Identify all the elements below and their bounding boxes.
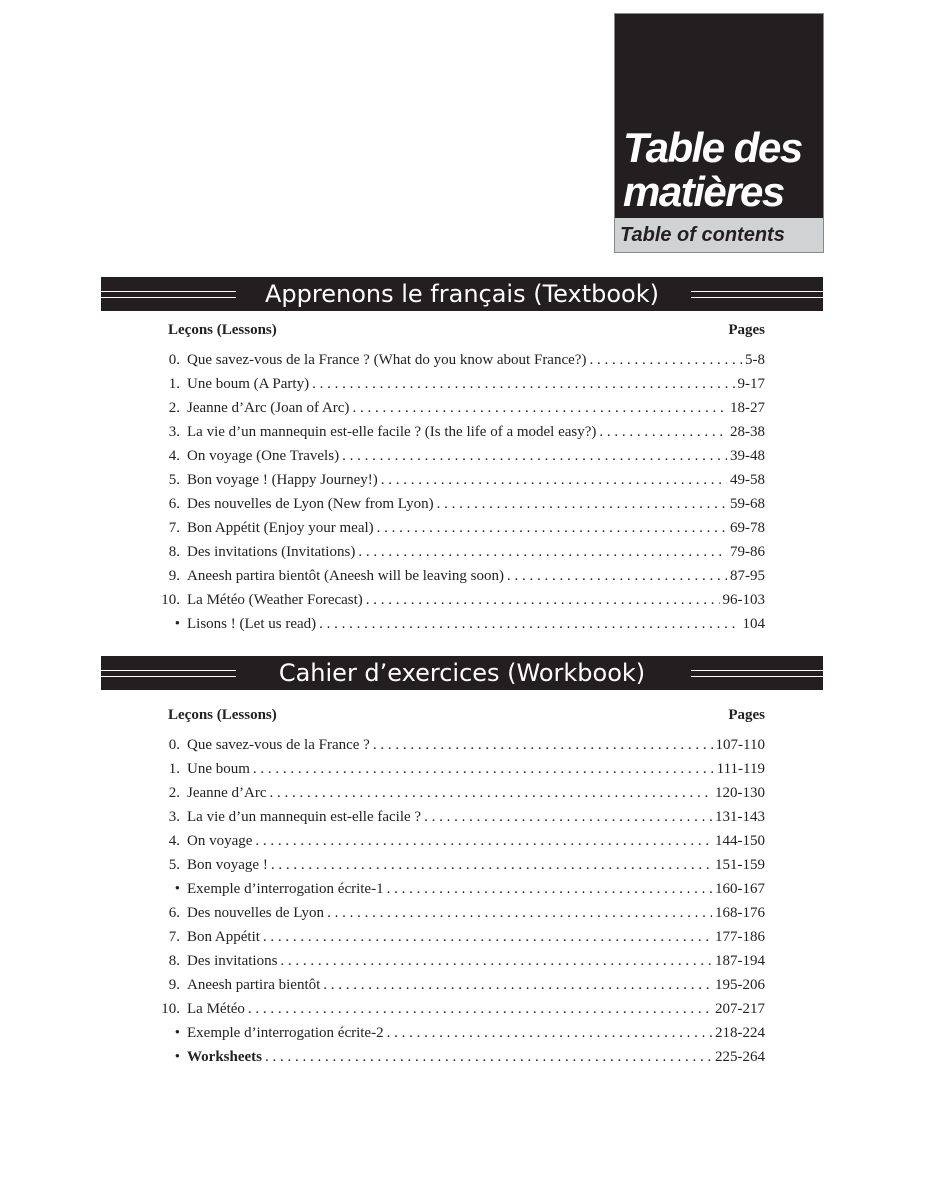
lesson-number: 7. xyxy=(168,520,180,536)
section-heading: Cahier d’exercices (Workbook) xyxy=(273,659,651,687)
page-range: 59-68 xyxy=(730,496,765,512)
lesson-title: On voyage xyxy=(187,833,253,849)
lesson-title: Des nouvelles de Lyon xyxy=(187,905,325,921)
dot-leader xyxy=(352,400,727,417)
lesson-title: Des invitations (Invitations) xyxy=(187,544,356,560)
page-range: 39-48 xyxy=(730,448,765,464)
lesson-title: Bon voyage ! xyxy=(187,857,268,873)
lesson-title: La Météo (Weather Forecast) xyxy=(187,592,363,608)
section-banner xyxy=(101,656,823,690)
lesson-entry xyxy=(150,352,765,376)
dot-leader xyxy=(424,809,712,826)
page-range: 28-38 xyxy=(730,424,765,440)
lesson-title: Bon Appétit (Enjoy your meal) xyxy=(187,520,374,536)
lesson-entry xyxy=(150,857,765,881)
lesson-title: Des invitations xyxy=(187,953,278,969)
page-range: 187-194 xyxy=(715,953,765,969)
title-box xyxy=(614,13,824,253)
dot-leader xyxy=(437,496,727,513)
lesson-entry xyxy=(150,400,765,424)
page-range: 144-150 xyxy=(715,833,765,849)
pages-header: Pages xyxy=(728,707,765,723)
lesson-number: 8. xyxy=(168,544,180,560)
lesson-number: 5. xyxy=(168,857,180,873)
lesson-number: • xyxy=(174,881,180,897)
lesson-number: 4. xyxy=(168,833,180,849)
lesson-entry xyxy=(150,1001,765,1025)
lesson-entry xyxy=(150,737,765,761)
lesson-title: Jeanne d’Arc xyxy=(187,785,267,801)
lesson-entry xyxy=(150,761,765,785)
lesson-title: Jeanne d’Arc (Joan of Arc) xyxy=(187,400,350,416)
dot-leader xyxy=(280,953,712,970)
lesson-entry xyxy=(150,977,765,1001)
lesson-number: 9. xyxy=(168,977,180,993)
lesson-number: 10. xyxy=(161,592,180,608)
page-title xyxy=(623,126,802,214)
lesson-entry xyxy=(150,1049,765,1073)
title-line-2: matières xyxy=(623,168,784,215)
lesson-entry xyxy=(150,833,765,857)
page-range: 131-143 xyxy=(715,809,765,825)
dot-leader xyxy=(265,1049,712,1066)
dot-leader xyxy=(366,592,720,609)
dot-leader xyxy=(263,929,712,946)
page-range: 218-224 xyxy=(715,1025,765,1041)
lesson-number: 5. xyxy=(168,472,180,488)
lesson-title: Aneesh partira bientôt xyxy=(187,977,321,993)
page-range: 107-110 xyxy=(715,737,765,753)
dot-leader xyxy=(377,520,727,537)
dot-leader xyxy=(271,857,712,874)
page-range: 151-159 xyxy=(715,857,765,873)
lesson-entry xyxy=(150,376,765,400)
lesson-entry xyxy=(150,809,765,833)
lesson-number: 1. xyxy=(168,761,180,777)
page-range: 207-217 xyxy=(715,1001,765,1017)
lesson-title: Lisons ! (Let us read) xyxy=(187,616,317,632)
dot-leader xyxy=(255,833,712,850)
lesson-entry xyxy=(150,592,765,616)
lesson-entry xyxy=(150,496,765,520)
lesson-entry xyxy=(150,905,765,929)
lesson-entry xyxy=(150,1025,765,1049)
lesson-number: • xyxy=(174,1025,180,1041)
lesson-number: 2. xyxy=(168,400,180,416)
lesson-title: Des nouvelles de Lyon (New from Lyon) xyxy=(187,496,434,512)
dot-leader xyxy=(373,737,713,754)
lesson-number: • xyxy=(174,616,180,632)
lesson-entry xyxy=(150,881,765,905)
page-range: 87-95 xyxy=(730,568,765,584)
lesson-entry xyxy=(150,929,765,953)
column-headers xyxy=(168,322,765,339)
lesson-number: • xyxy=(174,1049,180,1065)
lesson-title: La Météo xyxy=(187,1001,245,1017)
lesson-title: La vie d’un mannequin est-elle facile ? xyxy=(187,809,422,825)
lesson-entry xyxy=(150,472,765,496)
lesson-title: Bon Appétit xyxy=(187,929,260,945)
dot-leader xyxy=(387,881,712,898)
lesson-title: Que savez-vous de la France ? (What do you know about France?) xyxy=(187,352,587,368)
dot-leader xyxy=(342,448,727,465)
lesson-entry xyxy=(150,520,765,544)
lesson-entry xyxy=(150,953,765,977)
page-range: 120-130 xyxy=(715,785,765,801)
lesson-title: Bon voyage ! (Happy Journey!) xyxy=(187,472,378,488)
dot-leader xyxy=(270,785,712,802)
lesson-title: Une boum (A Party) xyxy=(187,376,310,392)
lesson-number: 8. xyxy=(168,953,180,969)
lesson-title: Exemple d’interrogation écrite-2 xyxy=(187,1025,384,1041)
lesson-entry xyxy=(150,785,765,809)
dot-leader xyxy=(381,472,727,489)
dot-leader xyxy=(319,616,739,633)
page-range: 96-103 xyxy=(722,592,765,608)
lesson-title: On voyage (One Travels) xyxy=(187,448,340,464)
dot-leader xyxy=(387,1025,712,1042)
page-range: 177-186 xyxy=(715,929,765,945)
dot-leader xyxy=(327,905,712,922)
page-range: 160-167 xyxy=(715,881,765,897)
page-range: 195-206 xyxy=(715,977,765,993)
lesson-number: 1. xyxy=(168,376,180,392)
lesson-number: 9. xyxy=(168,568,180,584)
page-range: 79-86 xyxy=(730,544,765,560)
lesson-title: Aneesh partira bientôt (Aneesh will be leaving soon) xyxy=(187,568,504,584)
lesson-list xyxy=(150,737,765,1073)
lesson-number: 0. xyxy=(168,352,180,368)
lesson-title: Une boum xyxy=(187,761,250,777)
page-range: 5-8 xyxy=(745,352,765,368)
lesson-number: 10. xyxy=(161,1001,180,1017)
lesson-title: Worksheets xyxy=(187,1049,262,1065)
dot-leader xyxy=(323,977,712,994)
page-range: 168-176 xyxy=(715,905,765,921)
lesson-number: 6. xyxy=(168,496,180,512)
lesson-list xyxy=(150,352,765,640)
dot-leader xyxy=(358,544,727,561)
page-range: 104 xyxy=(742,616,765,632)
title-line-1: Table des xyxy=(623,124,802,171)
dot-leader xyxy=(507,568,727,585)
lesson-number: 4. xyxy=(168,448,180,464)
dot-leader xyxy=(312,376,734,393)
lesson-entry xyxy=(150,616,765,640)
page-range: 18-27 xyxy=(730,400,765,416)
page-range: 111-119 xyxy=(716,761,765,777)
section-heading: Apprenons le français (Textbook) xyxy=(259,280,665,308)
page-subtitle: Table of contents xyxy=(615,218,823,252)
page-range: 9-17 xyxy=(737,376,765,392)
lesson-title: Exemple d’interrogation écrite-1 xyxy=(187,881,384,897)
lesson-number: 6. xyxy=(168,905,180,921)
lesson-number: 3. xyxy=(168,809,180,825)
page-range: 69-78 xyxy=(730,520,765,536)
lesson-entry xyxy=(150,424,765,448)
lesson-title: Que savez-vous de la France ? xyxy=(187,737,370,753)
lesson-entry xyxy=(150,448,765,472)
lesson-entry xyxy=(150,544,765,568)
lessons-header: Leçons (Lessons) xyxy=(168,322,277,338)
lesson-number: 7. xyxy=(168,929,180,945)
lessons-header: Leçons (Lessons) xyxy=(168,707,277,723)
lesson-entry xyxy=(150,568,765,592)
lesson-title: La vie d’un mannequin est-elle facile ? (Is the life of a model easy?) xyxy=(187,424,597,440)
dot-leader xyxy=(589,352,742,369)
dot-leader xyxy=(253,761,714,778)
dot-leader xyxy=(599,424,727,441)
page-range: 225-264 xyxy=(715,1049,765,1065)
lesson-number: 2. xyxy=(168,785,180,801)
pages-header: Pages xyxy=(728,322,765,338)
column-headers xyxy=(168,707,765,724)
lesson-number: 0. xyxy=(168,737,180,753)
section-banner xyxy=(101,277,823,311)
page-range: 49-58 xyxy=(730,472,765,488)
dot-leader xyxy=(248,1001,712,1018)
lesson-number: 3. xyxy=(168,424,180,440)
